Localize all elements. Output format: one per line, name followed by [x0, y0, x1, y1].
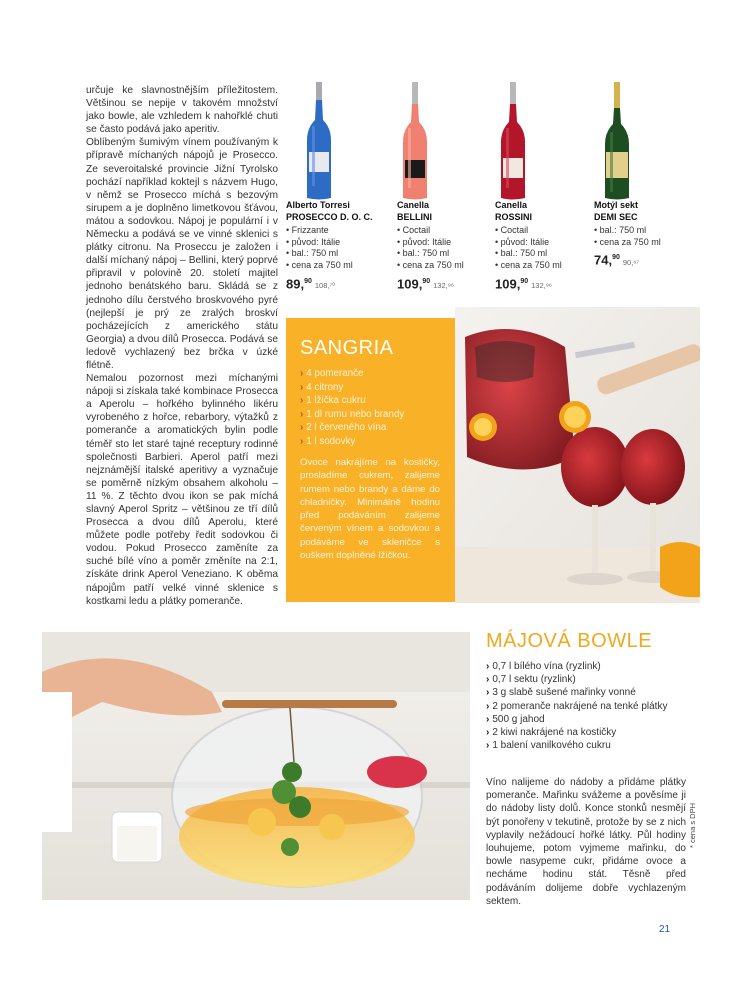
product-detail: • bal.: 750 ml [594, 225, 690, 237]
product-name: PROSECCO D. O. C. [286, 211, 373, 222]
article-body [86, 84, 278, 608]
bottle-image-rossini [500, 82, 526, 200]
product-name: BELLINI [397, 211, 432, 222]
bullet-arrow-icon: › [300, 408, 304, 420]
bullet-arrow-icon: › [486, 687, 490, 699]
bottle-image-prosecco [306, 82, 332, 200]
product-prosecco [286, 200, 382, 291]
product-details [495, 225, 591, 271]
bullet-arrow-icon: › [486, 727, 490, 739]
ingredient-item: › 3 g slabě sušené mařinky vonné [486, 687, 636, 699]
product-brand: Canella [495, 200, 528, 210]
sangria-ingredients [300, 367, 404, 448]
ingredient-item: › 1 dl rumu nebo brandy [300, 408, 405, 420]
bullet-arrow-icon: › [300, 395, 304, 406]
ingredient-item: › 0,7 l sektu (ryzlink) [486, 674, 576, 686]
product-details [594, 225, 690, 248]
product-price [495, 276, 591, 292]
price-cents: 90 [612, 254, 620, 262]
product-detail: • cena za 750 ml [397, 260, 493, 272]
bullet-arrow-icon: › [300, 381, 304, 393]
product-brand: Motýl sekt [594, 200, 639, 210]
product-price [594, 252, 690, 268]
sangria-title: SANGRIA [300, 337, 394, 359]
product-detail: • cena za 750 ml [495, 260, 591, 272]
paragraph: Nemalou pozornost mezi míchanými nápoji si získala také kombinace Prosecca a Aperolu – hořkého bylinného likéru vyrobeného z hořce, rebarbory, výtažků z pomeranče a aromatických bylin podle téměř sto let staré tajné receptury rodinné společnosti Barbieri. Aperol patří mezi nejznámější italské aperitivy a vyznačuje se poměrně nízkým obsahem alkoholu – 11 %. Z těchto dvou ikon se pak míchá slavný Aperol Spritz – většinou ze tří dílů Prosecca a dvou dílů Aperolu, které můžete podle potřeby ředit sodovkou či vodou. Pokud Prosecco zaměníte za suché bílé víno a poměr změníte na 2:1, získáte drink Aperol Veneziano. K oběma nápojům patří velké vinné sklenice s kostkami ledu a plátky pomeranče. [86, 373, 278, 607]
price-footnote: * cena s DPH [688, 802, 697, 848]
ingredient-item: › 4 pomeranče [300, 368, 364, 379]
price-main: 109, [495, 275, 521, 291]
product-rossini [495, 200, 591, 291]
product-detail: • Coctail [495, 225, 591, 237]
product-detail: • cena za 750 ml [594, 237, 690, 249]
bullet-arrow-icon: › [486, 661, 490, 672]
product-details [397, 225, 493, 271]
price-old: 90,⁶⁷ [622, 257, 640, 267]
bowle-instructions: Víno nalijeme do nádoby a přidáme plátky pomeranče. Mařinku svážeme a pověsíme ji do nádoby listy dolů. Konce stonků nesmějí být ponořeny v tekutině, protože by se z nich vyplavily nežádoucí hořké látky. Půl hodiny louhujeme, potom vyjmeme mařinku, do bowle nasypeme cukr, přidáme ovoce a necháme hodinu stát. Těsně před podáváním dolijeme dobře vychlazeným sektem. [486, 777, 686, 907]
paragraph: Oblíbeným šumivým vínem používaným k přípravě míchaných nápojů je Prosecco. Ze severoitalské provincie Jižní Tyrolsko pochází například koktejl s názvem Hugo, v němž se Prosecco míchá s bezovým sirupem a je doplněno limetkovou šťávou, mátou a sodovkou. Nápoj je populární i v Německu a podává se ve vinné sklenici s plátky citronu. Na Proseccu je založen i další míchaný nápoj – Bellini, který poprvé připravil v polovině 20. století majitel jednoho benátského baru. Skládá se z jednoho dílu čerstvého broskvového pyré (nejlepší je prý ze zralých broskví pocházejících z amerického státu Georgia) a dvou dílů Prosecca. Podává se ledově vychlazený bez brčka v úzké flétně. [86, 137, 278, 371]
product-detail: • původ: Itálie [495, 237, 591, 249]
ingredient-item: › 1 l sodovky [300, 435, 356, 447]
ingredient-item: › 1 balení vanilkového cukru [486, 740, 611, 752]
product-detail: • původ: Itálie [397, 237, 493, 249]
ingredient-item: › 500 g jahod [486, 713, 545, 725]
price-cents: 90 [304, 277, 312, 285]
ingredient-item: › 4 citrony [300, 381, 344, 393]
price-cents: 90 [422, 277, 431, 285]
product-detail: • Frizzante [286, 225, 382, 237]
page-number: 21 [659, 924, 671, 935]
bullet-arrow-icon: › [486, 740, 490, 752]
product-details [286, 225, 382, 271]
price-old: 132,⁹⁶ [531, 280, 553, 290]
ingredient-item: › 2 kiwi nakrájené na kostičky [486, 727, 617, 739]
product-detail: • cena za 750 ml [286, 260, 382, 272]
bullet-arrow-icon: › [300, 368, 304, 379]
product-motyl [594, 200, 690, 268]
price-main: 89, [286, 275, 305, 291]
product-price [397, 276, 493, 292]
paragraph: určuje ke slavnostnějším příležitostem. Většinou se nepije v takovém množství jako bowle, ale vzhledem k nahořklé chuti se často podává jako aperitiv. [86, 85, 278, 136]
product-detail: • původ: Itálie [286, 237, 382, 249]
bullet-arrow-icon: › [300, 435, 304, 447]
product-detail: • bal.: 750 ml [397, 248, 493, 260]
product-name: DEMI SEC [594, 211, 638, 222]
price-cents: 90 [520, 277, 529, 285]
bowle-photo [42, 632, 470, 900]
ingredient-item: › 2 pomeranče nakrájené na tenké plátky [486, 700, 668, 712]
bullet-arrow-icon: › [486, 674, 490, 686]
price-main: 74, [594, 252, 613, 268]
bullet-arrow-icon: › [300, 422, 304, 433]
ingredient-item: › 0,7 l bílého vína (ryzlink) [486, 661, 601, 672]
bottle-image-bellini [402, 82, 428, 200]
product-detail: • Coctail [397, 225, 493, 237]
sangria-photo [455, 307, 700, 603]
bottle-image-motyl [604, 82, 630, 200]
sangria-instructions: Ovoce nakrájíme na kostičky, prosladíme cukrem, zalijeme rumem nebo brandy a dáme do chladničky. Minimálně hodinu před podáváním zalijeme červeným vínem a sodovkou a podáváme ve skleničce s ouškem doplněné lžičkou. [300, 457, 440, 562]
ingredient-item: › 1 lžička cukru [300, 395, 366, 406]
ingredient-item: › 2 l červeného vína [300, 422, 387, 433]
product-price [286, 276, 382, 292]
product-name: ROSSINI [495, 211, 533, 222]
product-brand: Alberto Torresi [286, 200, 350, 210]
product-detail: • bal.: 750 ml [286, 248, 382, 260]
price-old: 132,⁹⁶ [433, 280, 455, 290]
bullet-arrow-icon: › [486, 700, 490, 712]
price-main: 109, [397, 275, 423, 291]
bowle-title: MÁJOVÁ BOWLE [486, 630, 653, 652]
product-detail: • bal.: 750 ml [495, 248, 591, 260]
price-old: 108,⁷⁰ [314, 280, 336, 290]
bowle-ingredients [486, 660, 686, 752]
product-bellini [397, 200, 493, 291]
bullet-arrow-icon: › [486, 713, 490, 725]
product-brand: Canella [397, 200, 430, 210]
